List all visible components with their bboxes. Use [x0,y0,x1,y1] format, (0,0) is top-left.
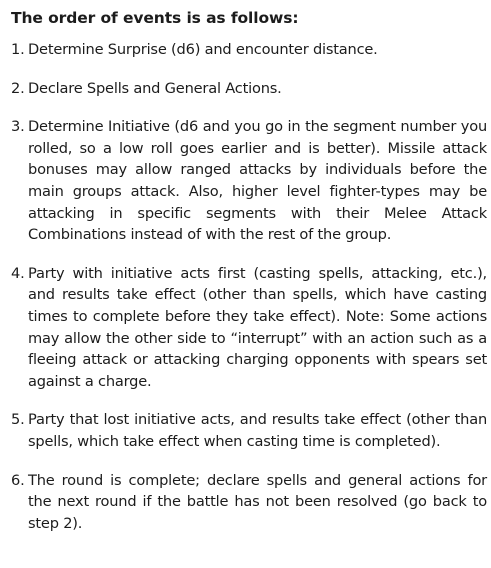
step-number: 1. [11,41,25,58]
event-order-list [11,39,487,534]
section-heading: The order of events is as follows: [11,9,299,27]
step-number: 5. [11,411,25,429]
step-text: Party with initiative acts first (casting spells, attacking, etc.), and results take effect (other than spells, which have casting times to complete before they take effect). Note: Some actions may allow the other side to “interrupt” with an action such as a fleeing attack or attacking charging opponents with spears set against a charge. [28,264,487,390]
step-text: The round is complete; declare spells and general actions for the next round if the battle has not been resolved (go back to step 2). [28,471,487,532]
step-text: Determine Initiative (d6 and you go in the segment number you rolled, so a low roll goes earlier and is better). Missile attack bonuses may allow ranged attacks by individuals before the main groups attack. Also, higher level fighter-types may be attacking in specific segments with their Melee Attack Combinations instead of with the rest of the group. [28,118,487,244]
list-item-step-1 [11,39,487,61]
step-text: Party that lost initiative acts, and results take effect (other than spells, which take effect when casting time is completed). [28,411,487,450]
step-number: 4. [11,264,25,282]
list-item-step-5 [11,409,487,452]
step-number: 2. [11,79,25,97]
list-item-step-3 [11,116,487,246]
step-text: Declare Spells and General Actions. [28,79,282,97]
step-number: 3. [11,118,25,136]
step-text: Determine Surprise (d6) and encounter distance. [28,41,378,58]
list-item-step-6 [11,470,487,535]
list-item-step-2 [11,78,487,100]
list-item-step-4 [11,263,487,393]
step-number: 6. [11,471,25,489]
